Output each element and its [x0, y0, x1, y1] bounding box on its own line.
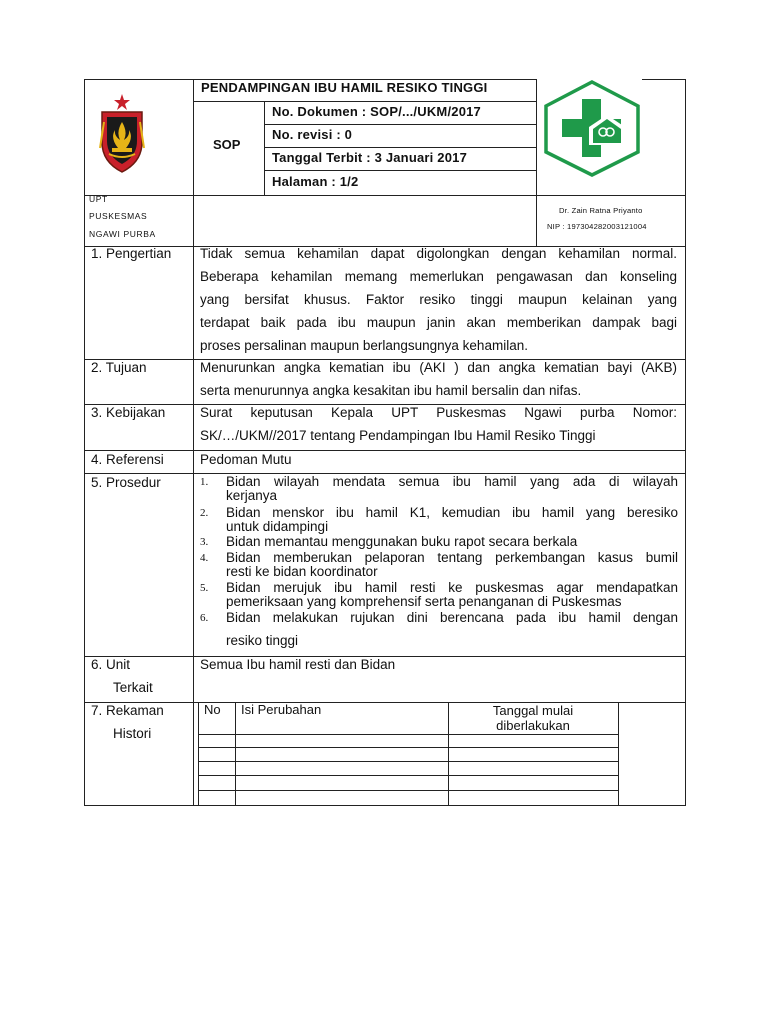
- sop-label: SOP: [213, 137, 241, 152]
- pengertian-line: terdapat baik pada ibu maupun janin akan memberikan dampak bagi: [200, 315, 677, 330]
- procedure-line: resiko tinggi: [226, 633, 299, 648]
- referensi-text: Pedoman Mutu: [200, 452, 292, 467]
- history-header-no: No: [204, 702, 221, 717]
- procedure-line: Bidan memberukan pelaporan tentang perkembangan kasus bumil: [226, 550, 678, 565]
- tujuan-line: serta menurunnya angka kesakitan ibu hamil bersalin dan nifas.: [200, 383, 582, 398]
- procedure-number: 3.: [200, 536, 209, 548]
- procedure-item: [200, 535, 678, 551]
- procedure-number: 2.: [200, 507, 209, 519]
- procedure-item: [200, 551, 678, 581]
- kebijakan-line: Surat keputusan Kepala UPT Puskesmas Ngawi purba Nomor:: [200, 405, 677, 420]
- pengertian-line: Tidak semua kehamilan dapat digolongkan dengan kehamilan normal.: [200, 246, 677, 261]
- label-kebijakan: 3. Kebijakan: [91, 405, 166, 420]
- procedure-line: Bidan memantau menggunakan buku rapot secara berkala: [226, 534, 578, 549]
- procedure-item: [200, 475, 678, 505]
- history-header-tanggal-line: Tanggal mulai: [492, 703, 574, 718]
- procedure-line: pemeriksaan yang komprehensif serta penanganan di Puskesmas: [226, 594, 622, 609]
- tanggal-terbit: Tanggal Terbit : 3 Januari 2017: [272, 150, 467, 165]
- procedure-line: untuk didampingi: [226, 519, 329, 534]
- label-unit: 6. Unit: [91, 657, 131, 672]
- procedure-line: Bidan melakukan rujukan dini berencana pada ibu hamil dengan: [226, 610, 678, 625]
- procedure-line: kerjanya: [226, 488, 278, 503]
- puskesmas-logo-icon: [541, 79, 643, 178]
- org-line-ngawi-purba: NGAWI PURBA: [89, 229, 156, 239]
- no-revisi: No. revisi : 0: [272, 127, 353, 142]
- procedure-number: 5.: [200, 582, 209, 594]
- procedure-item: [200, 611, 678, 651]
- label-rekaman: 7. Rekaman: [91, 703, 164, 718]
- history-header-isi: Isi Perubahan: [241, 702, 322, 717]
- unit-terkait-text: Semua Ibu hamil resti dan Bidan: [200, 657, 396, 672]
- procedure-number: 6.: [200, 612, 209, 624]
- procedure-item: [200, 581, 678, 611]
- label-tujuan: 2. Tujuan: [91, 360, 147, 375]
- pengertian-line: Beberapa kehamilan memang memerlukan pengawasan dan konseling: [200, 269, 677, 284]
- tujuan-line: Menurunkan angka kematian ibu (AKI ) dan angka kematian bayi (AKB): [200, 360, 677, 375]
- label-pengertian: 1. Pengertian: [91, 246, 172, 261]
- label-terkait: Terkait: [113, 680, 153, 695]
- procedure-line: Bidan merujuk ibu hamil resti ke puskesmas agar mendapatkan: [226, 580, 678, 595]
- procedure-line: Bidan menskor ibu hamil K1, kemudian ibu hamil yang beresiko: [226, 505, 678, 520]
- history-header-tanggal: [448, 703, 618, 733]
- label-prosedur: 5. Prosedur: [91, 475, 161, 490]
- document-title: PENDAMPINGAN IBU HAMIL RESIKO TINGGI: [201, 80, 488, 95]
- label-referensi: 4. Referensi: [91, 452, 164, 467]
- signer-nip: NIP : 197304282003121004: [547, 222, 647, 231]
- pengertian-line: yang bersifat khusus. Faktor resiko tinggi maupun kelainan yang: [200, 292, 677, 307]
- history-table: [198, 702, 619, 806]
- halaman: Halaman : 1/2: [272, 174, 359, 189]
- regency-emblem-icon: [96, 92, 148, 176]
- org-line-upt: UPT: [89, 194, 108, 204]
- procedure-number: 4.: [200, 552, 209, 564]
- no-dokumen: No. Dokumen : SOP/.../UKM/2017: [272, 104, 481, 119]
- procedure-line: Bidan wilayah mendata semua ibu hamil yang ada di wilayah: [226, 474, 678, 489]
- signer-name: Dr. Zain Ratna Priyanto: [559, 206, 643, 215]
- kebijakan-line: SK/…/UKM//2017 tentang Pendampingan Ibu Hamil Resiko Tinggi: [200, 428, 596, 443]
- procedure-line: resti ke bidan koordinator: [226, 564, 378, 579]
- procedure-number: 1.: [200, 476, 209, 488]
- label-histori: Histori: [113, 726, 152, 741]
- history-header-tanggal-line: diberlakukan: [496, 718, 570, 733]
- procedure-item: [200, 506, 678, 536]
- pengertian-line: proses persalinan maupun berlangsungnya kehamilan.: [200, 338, 528, 353]
- org-line-puskesmas: PUSKESMAS: [89, 211, 148, 221]
